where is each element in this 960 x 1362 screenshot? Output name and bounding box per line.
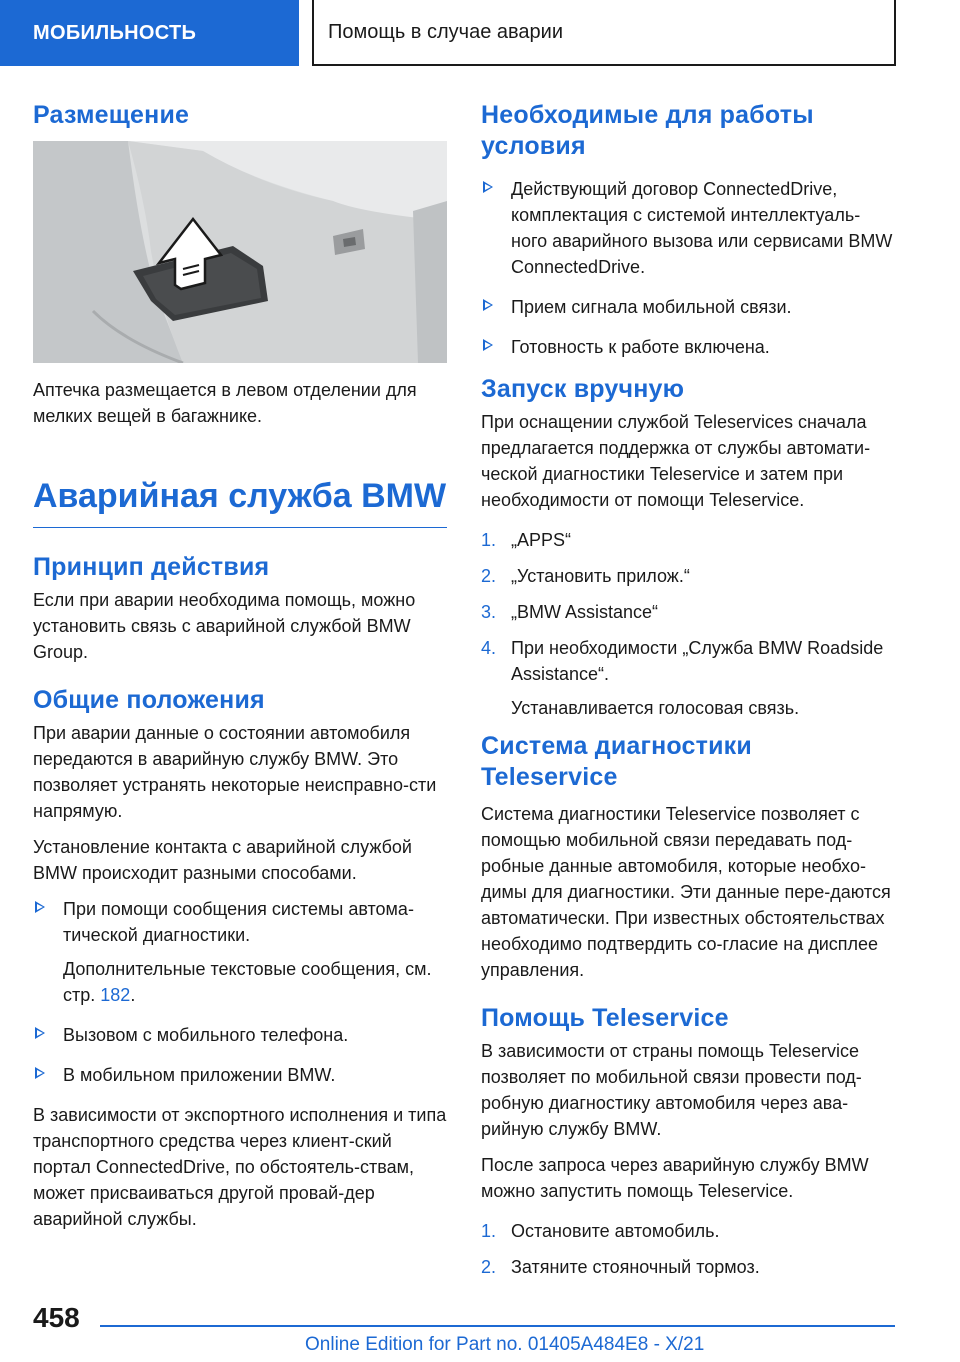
manual-heading: Запуск вручную xyxy=(481,375,685,403)
list-item xyxy=(33,896,447,1008)
manual-text: При оснащении службой Teleservices сначала предлагается поддержка от службы автомати-ческой диагностики Teleservice и затем при необходимости от помощи Teleservice. xyxy=(481,412,871,510)
trunk-illustration xyxy=(33,141,447,363)
triangle-bullet-icon xyxy=(483,299,493,311)
subtext-end: . xyxy=(130,985,136,1005)
triangle-bullet-icon xyxy=(483,181,493,193)
requirements-list xyxy=(481,176,895,360)
list-item-text: Готовность к работе включена. xyxy=(511,337,770,357)
list-item xyxy=(33,1022,447,1048)
step-number: 2. xyxy=(481,1257,497,1277)
list-item xyxy=(481,1218,895,1244)
diagnostics-text: Система диагностики Teleservice позволяет с помощью мобильной связи передавать под-робные данные автомобиля, которые необхо-димы для диагностики. Эти данные пере-даются автоматически. При известных обстоятельствах необходимо подтвердить со-гласие на дисплее управления. xyxy=(481,804,891,980)
placement-heading: Размещение xyxy=(33,101,190,129)
left-column xyxy=(33,100,447,1242)
right-column xyxy=(481,100,895,1290)
general-text-2: Установление контакта с аварийной службой BMW происходит разными способами. xyxy=(33,837,412,883)
step-number: 4. xyxy=(481,638,497,658)
page-header xyxy=(0,0,960,66)
general-heading: Общие положения xyxy=(33,686,265,714)
list-item-text: Прием сигнала мобильной связи. xyxy=(511,297,792,317)
triangle-bullet-icon xyxy=(35,1027,45,1039)
step-number: 1. xyxy=(481,1221,497,1241)
page-number: 458 xyxy=(33,1302,80,1333)
manual-steps-list xyxy=(481,527,895,721)
step-text: „BMW Assistance“ xyxy=(511,602,659,622)
step-number: 2. xyxy=(481,566,497,586)
step-number: 3. xyxy=(481,602,497,622)
list-item xyxy=(481,563,895,589)
step-text: „Установить прилож.“ xyxy=(511,566,690,586)
list-item xyxy=(481,176,895,280)
help-text-2: После запроса через аварийную службу BMW можно запустить помощь Teleservice. xyxy=(481,1155,869,1201)
list-item-text: При помощи сообщения системы автома-тической диагностики. xyxy=(63,899,414,945)
list-item xyxy=(481,599,895,625)
placement-caption: Аптечка размещается в левом отделении для мелких вещей в багажнике. xyxy=(33,380,417,426)
triangle-bullet-icon xyxy=(35,1067,45,1079)
triangle-bullet-icon xyxy=(483,339,493,351)
diagnostics-heading: Система диагностики Teleservice xyxy=(481,732,752,791)
footer-divider xyxy=(100,1325,895,1327)
requirements-heading: Необходимые для работы условия xyxy=(481,101,814,160)
help-text-1: В зависимости от страны помощь Teleservice позволяет по мобильной связи провести под-робную диагностику автомобиля через ава-рийную службу BMW. xyxy=(481,1041,862,1139)
list-item-text: Вызовом с мобильного телефона. xyxy=(63,1025,349,1045)
list-item xyxy=(33,1062,447,1088)
list-item-text: Действующий договор ConnectedDrive, комплектация с системой интеллектуаль-ного аварийного вызова или сервисами BMW ConnectedDrive. xyxy=(511,179,893,277)
help-steps-list xyxy=(481,1218,895,1280)
contact-methods-list xyxy=(33,896,447,1088)
section-tab: МОБИЛЬНОСТЬ xyxy=(0,0,299,66)
list-item xyxy=(481,635,895,721)
page-footer xyxy=(0,1290,960,1362)
list-item-subtext xyxy=(63,956,447,1008)
trunk-compartment-image xyxy=(33,141,447,363)
list-item-text: В мобильном приложении BMW. xyxy=(63,1065,336,1085)
list-item xyxy=(481,334,895,360)
list-item xyxy=(481,1254,895,1280)
step-text: „APPS“ xyxy=(511,530,572,550)
step-text: При необходимости „Служба BMW Roadside Assistance“. xyxy=(511,638,884,684)
principle-text: Если при аварии необходима помощь, можно установить связь с аварийной службой BMW Group. xyxy=(33,590,416,662)
subtext: Дополнительные текстовые сообщения, см. стр. xyxy=(63,959,432,1005)
chapter-title: Помощь в случае аварии xyxy=(312,0,896,66)
edition-text: Online Edition for Part no. 01405A484E8 - X/21 xyxy=(305,1334,705,1355)
chapter-heading: Аварийная служба BMW xyxy=(33,475,447,528)
triangle-bullet-icon xyxy=(35,901,45,913)
step-subtext: Устанавливается голосовая связь. xyxy=(511,698,800,718)
page-reference-link[interactable]: 182 xyxy=(100,985,131,1005)
step-text: Затяните стояночный тормоз. xyxy=(511,1257,760,1277)
closing-text: В зависимости от экспортного исполнения и типа транспортного средства через клиент-ский портал ConnectedDrive, по обстоятель-ствам, может присваиваться другой провай-дер аварийной службы. xyxy=(33,1105,447,1229)
step-text: Остановите автомобиль. xyxy=(511,1221,720,1241)
help-heading: Помощь Teleservice xyxy=(481,1004,729,1032)
principle-heading: Принцип действия xyxy=(33,553,270,581)
general-text-1: При аварии данные о состоянии автомобиля передаются в аварийную службу BMW. Это позволяет устранять некоторые неисправно-сти напрямую. xyxy=(33,723,437,821)
list-item xyxy=(481,527,895,553)
step-number: 1. xyxy=(481,530,497,550)
list-item xyxy=(481,294,895,320)
